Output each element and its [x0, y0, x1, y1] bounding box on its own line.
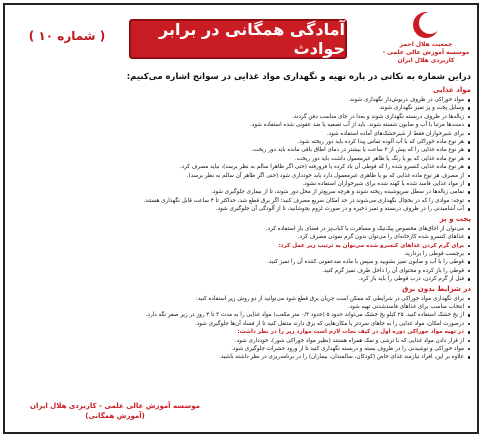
- bullet-icon: [468, 141, 471, 144]
- list-item: هر نوع ماده غذایی که بو یا رنگ یا ظاهر غیرمعمول داشت باید دور ریخت.: [13, 155, 471, 163]
- bullet-icon: [468, 200, 471, 203]
- section-title-cooking: پخت و پز: [439, 214, 471, 223]
- bullet-icon: [468, 298, 471, 301]
- bullet-icon: [468, 99, 471, 102]
- bullet-icon: [468, 306, 471, 309]
- list-item: برچسب قوطی را بردارید.: [13, 250, 471, 258]
- list-item: مواد خوراکی در ظروف دربوش‌دار نگهداری شوند.: [13, 96, 471, 104]
- bullet-icon: [468, 348, 471, 351]
- bullet-icon: [468, 124, 471, 127]
- list-item-highlight: در تهیه مواد خوراکی دوره اول در کیف نجات لازم است موارد زیر را در نظر داشت:: [13, 328, 471, 336]
- bullet-icon: [468, 356, 471, 359]
- list-item: قوطی را باز کرده و محتوای آن را داخل ظرف تمیز گرم کنید.: [13, 267, 471, 275]
- org-subtitle: موسسه آموزش عالی علمی - کاربردی هلال ایران: [382, 49, 470, 64]
- bullet-icon: [468, 116, 471, 119]
- nopower-list: [13, 295, 471, 362]
- bullet-icon: [468, 314, 471, 317]
- logo-block: [381, 9, 471, 67]
- list-item: دست‌ها مرتبا با آب و صابون شسته شوند. باید از آب تصفیه یا ضد عفونی شده استفاده شود.: [13, 121, 471, 129]
- page-frame: [3, 3, 479, 434]
- list-item-highlight: برای گرم کردن غذاهای کنسرو شده می‌توان به ترتیب زیر عمل کرد:: [13, 242, 471, 250]
- list-item: وسایل پخت و پز تمیز نگهداری شوند.: [13, 104, 471, 112]
- bullet-icon: [468, 236, 471, 239]
- list-item: هر نوع ماده غذایی کنسرو شده را که قوطی آن باد کرده یا فرورفته (حتی اگر ظاهرا سالم به نظر برسد)، نباید مصرف کرد.: [13, 163, 471, 171]
- list-item: قوطی را با آب و صابون تمیز بشویید و سپس با ماده ضدعفونی کننده آن را تمیز کنید.: [13, 258, 471, 266]
- list-item: از یخ خشک استفاده کنید. ۲۵ کیلو یخ خشک می‌تواند حدود ۵ (حدود ۰/۳ متر مکعب) مواد غذایی را به مدت ۳ تا ۴ روز در زیر صفر نگه دارد.: [13, 311, 471, 319]
- bullet-icon: [468, 228, 471, 231]
- list-item: زباله‌ها در ظروف دربسته نگهداری شوند و بعدا در جای مناسب دفن گردند.: [13, 113, 471, 121]
- list-item: غذاهای کنسرو شده کارخانه‌ای را می‌توان بدون گرم نمودن مصرف کرد.: [13, 233, 471, 241]
- bullet-icon: [468, 175, 471, 178]
- list-item: آب آشامیدنی را در ظروف دربسته و تمیز ذخیره و در صورت لزوم بجوشانید، تا از آلودگی آن جلوگیری شود.: [13, 205, 471, 213]
- bullet-icon: [468, 331, 471, 334]
- list-item: برای شیرخواران فقط از شیرخشک‌های آماده استفاده شود.: [13, 130, 471, 138]
- bullet-icon: [468, 270, 471, 273]
- bullet-icon: [468, 149, 471, 152]
- list-item: می‌توان از اجاق‌های مخصوص پیک‌نیک و مسافرت یا کباب‌پز در فضای باز استفاده کرد.: [13, 225, 471, 233]
- bullet-icon: [468, 166, 471, 169]
- list-item: توجه: موادی را که در یخچال نگهداری می‌شوند در حد امکان سریع مصرف کنید؛ اگر برق قطع شد، حداکثر تا ۴ ساعت قابل نگهداری هستند.: [13, 197, 471, 205]
- list-item: هر نوع ماده خوراکی که با آب آلوده تماس پیدا کرده باید دور ریخته شود.: [13, 138, 471, 146]
- list-item: از مصرف هر نوع ماده غذایی که بو یا ظاهری غیرمعمول دارد باید خودداری شود (حتی اگر ظاهر آن سالم به نظر برسد).: [13, 172, 471, 180]
- org-name: جمعیت هلال احمر: [399, 41, 453, 48]
- bullet-icon: [468, 133, 471, 136]
- title-banner: [129, 19, 347, 59]
- list-item: هر نوع ماده غذایی را که بیش از ۲ ساعت یا بیشتر در دمای اطاق باقی مانده باید دور ریخت.: [13, 146, 471, 154]
- issue-number: ( شماره ۱۰ ): [28, 29, 106, 43]
- list-item: انتخاب مناسب برای غذاهای فاسدشدنی تهیه شود.: [13, 303, 471, 311]
- bullet-icon: [468, 208, 471, 211]
- bullet-icon: [468, 191, 471, 194]
- bullet-icon: [468, 253, 471, 256]
- section-title-nopower: در شرایط بدون برق: [402, 284, 471, 293]
- intro-text: دراین شماره به نکاتی در باره تهیه و نگهداری مواد غذایی در سوانح اشاره می‌کنیم:: [126, 72, 471, 82]
- red-crescent-logo-icon: [409, 9, 443, 41]
- list-item: قبل از گرم کردن، درب قوطی را باید باز کرد.: [13, 275, 471, 283]
- list-item: از قرار دادن مواد غذایی که با ترشی و نمک همراه هستند (نظیر مواد خوراکی شور)، خودداری شود.: [13, 337, 471, 345]
- cooking-list: [13, 225, 471, 284]
- footer: [15, 401, 215, 421]
- footer-org: موسسه آموزش عالی علمی - کاربردی هلال ایران: [29, 402, 200, 410]
- section-title-food: مواد غذایی: [432, 86, 471, 94]
- page-title: آمادگی همگانی در برابر حوادث: [159, 20, 345, 58]
- list-item: مواد خوراکی و نوشیدنی را در ظروف بسته و دربسته نگهداری کنید تا از ورود حشرات جلوگیری شود.: [13, 345, 471, 353]
- footer-program: (آموزش همگانی): [85, 412, 145, 420]
- main-content: [13, 71, 471, 362]
- header: [11, 9, 475, 67]
- bullet-icon: [468, 245, 471, 248]
- list-item: درصورت امکان، مواد غذایی را به جاهای سردتر یا مکان‌هایی که برق دارند منتقل کنید تا از فساد آن‌ها جلوگیری شود.: [13, 320, 471, 328]
- list-item: برای نگهداری مواد خوراکی در شرایطی که ممکن است جریان برق قطع شود می‌توانید از دو روش زیر استفاده کنید:: [13, 295, 471, 303]
- bullet-icon: [468, 340, 471, 343]
- bullet-icon: [468, 183, 471, 186]
- bullet-icon: [468, 278, 471, 281]
- food-list: [13, 96, 471, 214]
- bullet-icon: [468, 107, 471, 110]
- bullet-icon: [468, 261, 471, 264]
- list-item: از مواد غذایی فاسد شده یا کهنه شده برای شیرخواران استفاده نشود.: [13, 180, 471, 188]
- list-item: علاوه بر این، افراد نیازمند غذای خاص (کودکان، سالمندان، بیماران) را در برنامه‌ریزی در نظر داشته باشید.: [13, 353, 471, 361]
- bullet-icon: [468, 323, 471, 326]
- list-item: تمامی زباله‌ها در سطل سرپوشیده ریخته شوند و هرچه سریع‌تر از محل دور شوند، تا از بیماری جلوگیری شود.: [13, 188, 471, 196]
- bullet-icon: [468, 158, 471, 161]
